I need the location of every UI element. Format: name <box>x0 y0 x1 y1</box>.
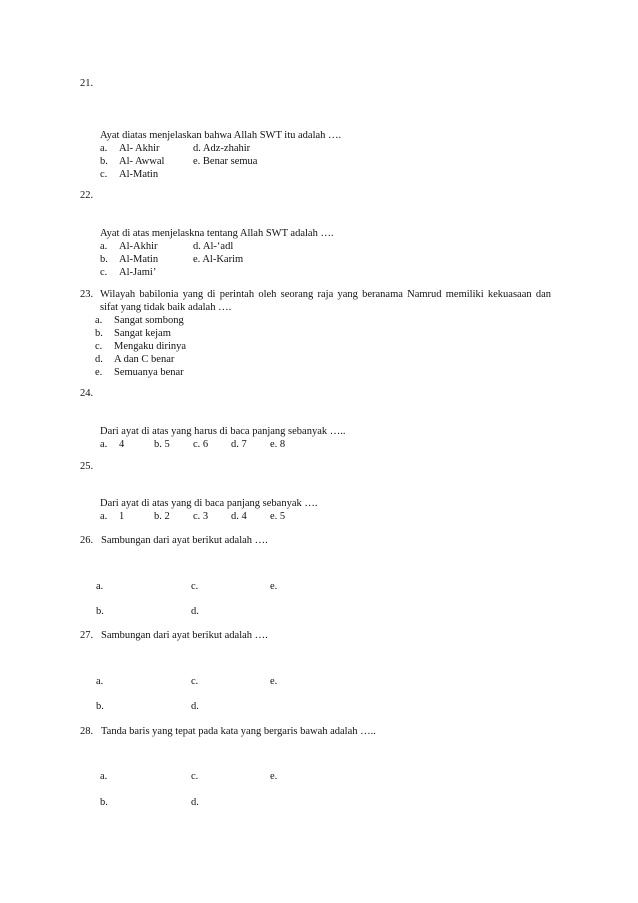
q25-option-d: d. 4 <box>231 511 247 522</box>
q21-stem: Ayat diatas menjelaskan bahwa Allah SWT itu adalah …. <box>100 130 342 141</box>
q23-option-b-letter: b. <box>95 328 103 339</box>
q23-option-c-letter: c. <box>95 341 103 352</box>
q28-option-d: d. <box>191 797 199 808</box>
q27-option-b: b. <box>96 701 104 712</box>
q23-option-a-letter: a. <box>95 315 103 326</box>
q26-option-a: a. <box>96 581 104 592</box>
q22-option-b-letter: b. <box>100 254 108 265</box>
q21-option-c-text: Al-Matin <box>119 169 159 180</box>
q27-option-c: c. <box>191 676 199 687</box>
q22-number: 22. <box>80 190 94 201</box>
q26-option-b: b. <box>96 606 104 617</box>
q21-option-b-letter: b. <box>100 156 108 167</box>
q24-stem: Dari ayat di atas yang harus di baca panjang sebanyak ….. <box>100 426 346 437</box>
q27-stem: Sambungan dari ayat berikut adalah …. <box>101 630 268 641</box>
q26-stem: Sambungan dari ayat berikut adalah …. <box>101 535 268 546</box>
q27-option-d: d. <box>191 701 199 712</box>
q25-option-e: e. 5 <box>270 511 286 522</box>
q24-option-e: e. 8 <box>270 439 286 450</box>
q26-option-d: d. <box>191 606 199 617</box>
q21-option-b-text: Al- Awwal <box>119 156 165 167</box>
q23-option-d-text: A dan C benar <box>114 354 175 365</box>
q23-option-d-letter: d. <box>95 354 103 365</box>
q23-option-e-text: Semuanya benar <box>114 367 184 378</box>
q27-option-a: a. <box>96 676 104 687</box>
q23-option-c-text: Mengaku dirinya <box>114 341 187 352</box>
q25-option-c: c. 3 <box>193 511 209 522</box>
q23-option-b-text: Sangat kejam <box>114 328 171 339</box>
q23-stem-line1: Wilayah babilonia yang di perintah oleh seorang raja yang beranama Namrud memiliki kekuasaan dan <box>100 289 552 300</box>
q24-option-a-text: 4 <box>119 439 125 450</box>
q22-option-a-text: Al-Akhir <box>119 241 158 252</box>
q24-option-b: b. 5 <box>154 439 170 450</box>
q25-option-b: b. 2 <box>154 511 170 522</box>
q23-stem-line2: sifat yang tidak baik adalah …. <box>100 302 232 313</box>
q24-number: 24. <box>80 388 94 399</box>
q28-option-b: b. <box>100 797 108 808</box>
q22-stem: Ayat di atas menjelaskna tentang Allah SWT adalah …. <box>100 228 334 239</box>
q21-option-d: d. Adz-zhahir <box>193 143 251 154</box>
q28-stem: Tanda baris yang tepat pada kata yang bergaris bawah adalah ….. <box>101 726 376 737</box>
q23-option-a-text: Sangat sombong <box>114 315 184 326</box>
q21-option-e: e. Benar semua <box>193 156 258 167</box>
q28-option-e: e. <box>270 771 278 782</box>
q25-option-a-letter: a. <box>100 511 108 522</box>
q21-number: 21. <box>80 78 94 89</box>
q27-option-e: e. <box>270 676 278 687</box>
q22-option-e: e. Al-Karim <box>193 254 244 265</box>
q25-stem: Dari ayat di atas yang di baca panjang sebanyak …. <box>100 498 318 509</box>
q21-option-c-letter: c. <box>100 169 108 180</box>
q26-option-e: e. <box>270 581 278 592</box>
q25-option-a-text: 1 <box>119 511 125 522</box>
q24-option-a-letter: a. <box>100 439 108 450</box>
q22-option-a-letter: a. <box>100 241 108 252</box>
q25-number: 25. <box>80 461 94 472</box>
q23-number: 23. <box>80 289 94 300</box>
q24-option-d: d. 7 <box>231 439 247 450</box>
q22-option-c-text: Al-Jami’ <box>119 267 157 278</box>
q28-option-c: c. <box>191 771 199 782</box>
q28-option-a: a. <box>100 771 108 782</box>
q22-option-c-letter: c. <box>100 267 108 278</box>
q21-option-a-text: Al- Akhir <box>119 143 160 154</box>
q27-number: 27. <box>80 630 94 641</box>
q21-option-a-letter: a. <box>100 143 108 154</box>
q28-number: 28. <box>80 726 94 737</box>
q26-option-c: c. <box>191 581 199 592</box>
q23-option-e-letter: e. <box>95 367 103 378</box>
q24-option-c: c. 6 <box>193 439 209 450</box>
q22-option-b-text: Al-Matin <box>119 254 159 265</box>
q26-number: 26. <box>80 535 94 546</box>
q22-option-d: d. Al-‘adl <box>193 241 234 252</box>
